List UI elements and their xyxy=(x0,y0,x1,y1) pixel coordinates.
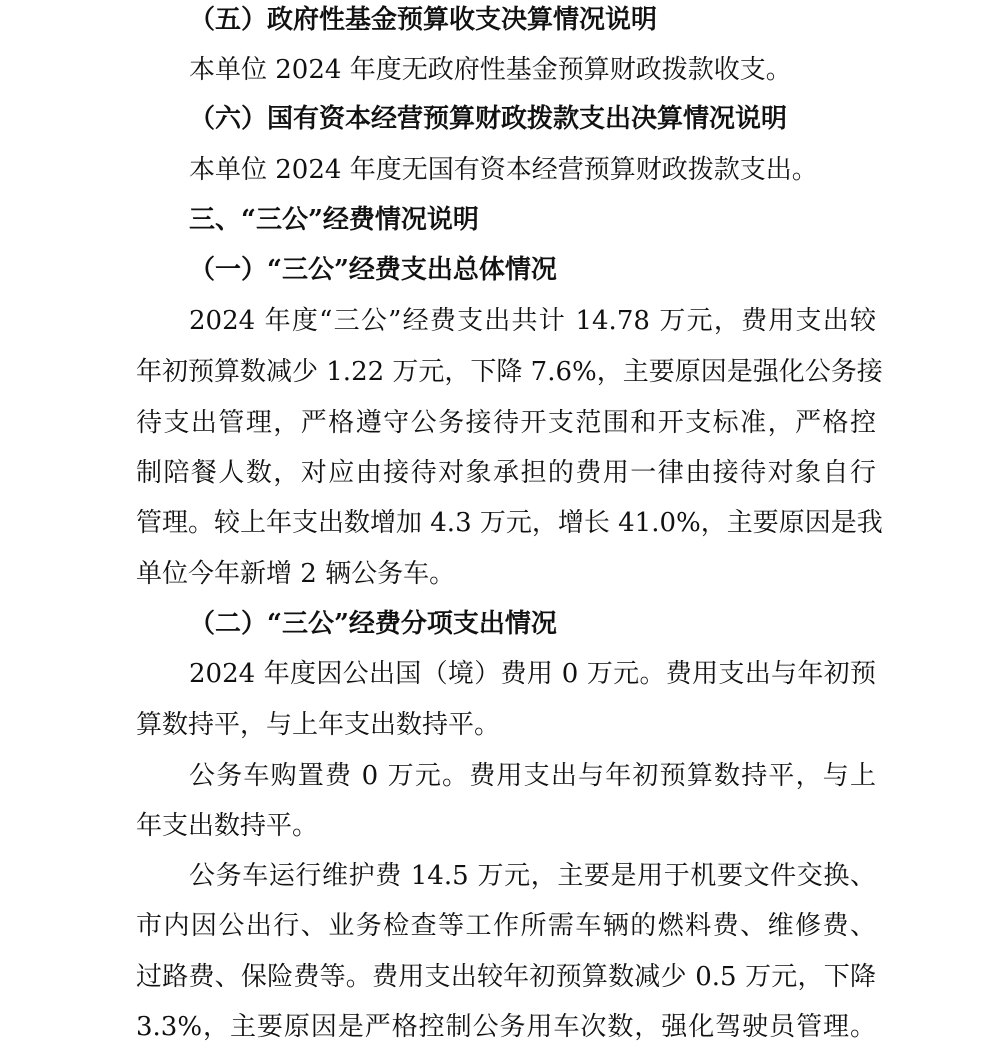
paragraph-line: 年初预算数减少 1.22 万元，下降 7.6%，主要原因是强化公务接 xyxy=(136,357,883,387)
paragraph-line: 本单位 2024 年度无政府性基金预算财政拨款收支。 xyxy=(189,55,792,85)
paragraph-line: 2024 年度“三公”经费支出共计 14.78 万元，费用支出较 xyxy=(189,306,876,336)
paragraph-line: 2024 年度因公出国（境）费用 0 万元。费用支出与年初预 xyxy=(189,659,876,689)
paragraph-line: 制陪餐人数，对应由接待对象承担的费用一律由接待对象自行 xyxy=(136,458,876,488)
subsection-heading-itemized: （二）“三公”经费分项支出情况 xyxy=(189,609,557,639)
paragraph-line: 过路费、保险费等。费用支出较年初预算数减少 0.5 万元，下降 xyxy=(136,962,876,992)
chapter-heading-three-public: 三、“三公”经费情况说明 xyxy=(189,205,479,235)
paragraph-line: 管理。较上年支出数增加 4.3 万元，增长 41.0%，主要原因是我 xyxy=(136,508,883,538)
section-heading-state-capital: （六）国有资本经营预算财政拨款支出决算情况说明 xyxy=(189,104,788,134)
paragraph-line: 本单位 2024 年度无国有资本经营预算财政拨款支出。 xyxy=(189,155,818,185)
paragraph-line: 算数持平，与上年支出数持平。 xyxy=(136,710,501,740)
paragraph-line: 公务车购置费 0 万元。费用支出与年初预算数持平，与上 xyxy=(189,761,876,791)
paragraph-line: 年支出数持平。 xyxy=(136,811,319,841)
paragraph-line: 公务车运行维护费 14.5 万元，主要是用于机要文件交换、 xyxy=(189,861,876,891)
subsection-heading-overall: （一）“三公”经费支出总体情况 xyxy=(189,255,557,285)
paragraph-line: 单位今年新增 2 辆公务车。 xyxy=(136,559,456,589)
paragraph-line: 待支出管理，严格遵守公务接待开支范围和开支标准，严格控 xyxy=(136,408,876,438)
paragraph-line: 3.3%，主要原因是严格控制公务用车次数，强化驾驶员管理。 xyxy=(136,1012,876,1042)
paragraph-line: 市内因公出行、业务检查等工作所需车辆的燃料费、维修费、 xyxy=(136,911,876,941)
section-heading-government-fund: （五）政府性基金预算收支决算情况说明 xyxy=(189,5,658,35)
